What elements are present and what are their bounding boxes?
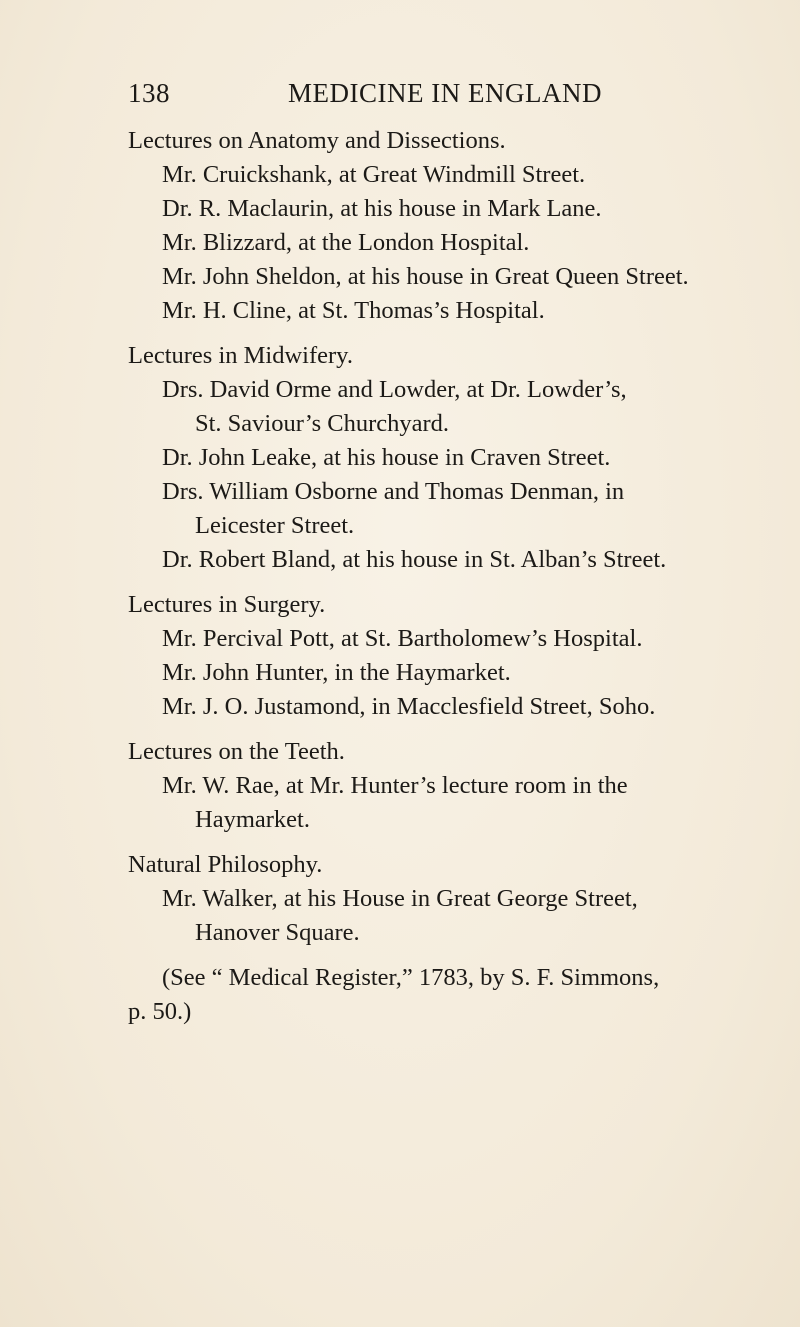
section-heading: Lectures on the Teeth.	[128, 738, 345, 765]
section-heading: Lectures in Midwifery.	[128, 342, 353, 369]
section-surgery	[128, 588, 768, 724]
section-anatomy	[128, 124, 768, 328]
lecture-entry: Mr. Blizzard, at the London Hospital.	[162, 229, 530, 256]
lecture-entry: Mr. John Hunter, in the Haymarket.	[162, 659, 511, 686]
running-head	[128, 78, 648, 118]
lecture-entry: Mr. H. Cline, at St. Thomas’s Hospital.	[162, 297, 545, 324]
section-natural-philosophy	[128, 848, 768, 950]
section-midwifery	[128, 339, 768, 577]
lecture-entry: Drs. William Osborne and Thomas Denman, in	[162, 478, 625, 505]
lecture-entry: Mr. Percival Pott, at St. Bartholomew’s Hospital.	[162, 625, 643, 652]
section-heading: Lectures on Anatomy and Dissections.	[128, 127, 506, 154]
lecture-entry: Dr. R. Maclaurin, at his house in Mark Lane.	[162, 195, 602, 222]
lecture-entry: Mr. W. Rae, at Mr. Hunter’s lecture room in the	[162, 772, 628, 799]
lecture-entry: Mr. J. O. Justamond, in Macclesfield Street, Soho.	[162, 693, 656, 720]
lecture-entry: Mr. John Sheldon, at his house in Great Queen Street.	[162, 263, 689, 290]
lecture-entry: Mr. Walker, at his House in Great George Street,	[162, 885, 638, 912]
page-number: 138	[128, 78, 170, 108]
lecture-entry-continuation: Haymarket.	[195, 806, 310, 833]
section-heading: Lectures in Surgery.	[128, 591, 326, 618]
citation-line: (See “ Medical Register,” 1783, by S. F. Simmons,	[162, 964, 660, 991]
section-teeth	[128, 735, 768, 837]
lecture-entry-continuation: St. Saviour’s Churchyard.	[195, 410, 450, 437]
citation-line: p. 50.)	[128, 998, 192, 1025]
lecture-entry: Dr. John Leake, at his house in Craven Street.	[162, 444, 611, 471]
lecture-entry-continuation: Leicester Street.	[195, 512, 355, 539]
lecture-entry-continuation: Hanover Square.	[195, 919, 360, 946]
lecture-entry: Drs. David Orme and Lowder, at Dr. Lowder’s,	[162, 376, 627, 403]
lecture-entry: Dr. Robert Bland, at his house in St. Alban’s Street.	[162, 546, 667, 573]
lecture-entry: Mr. Cruickshank, at Great Windmill Street.	[162, 161, 586, 188]
running-title: MEDICINE IN ENGLAND	[288, 78, 602, 108]
citation	[128, 961, 768, 1029]
section-heading: Natural Philosophy.	[128, 851, 323, 878]
body-text	[128, 124, 768, 1029]
